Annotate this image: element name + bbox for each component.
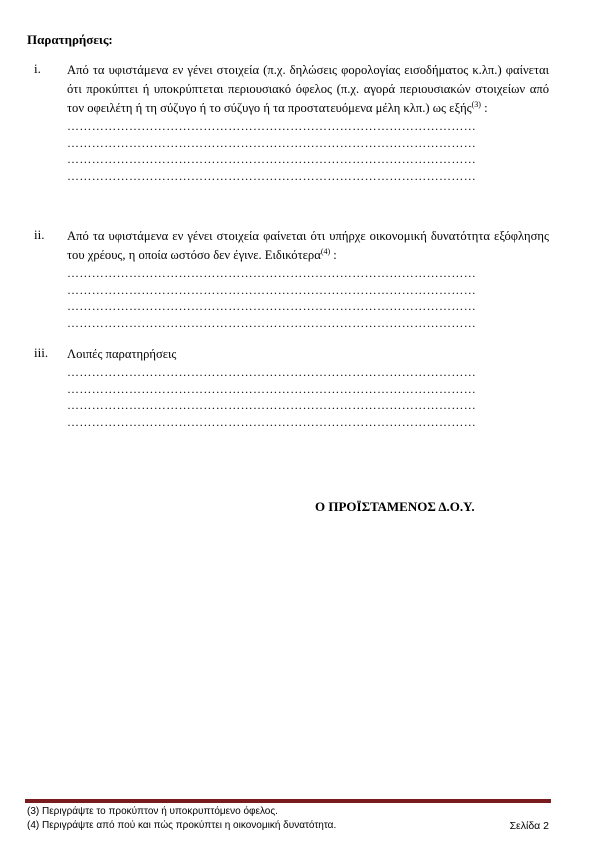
answer-line[interactable]: ……………………………………………………………………………………… (67, 119, 477, 133)
answer-line[interactable]: ……………………………………………………………………………………… (67, 152, 477, 166)
page-number: Σελίδα 2 (509, 820, 549, 832)
remark-item-1 (34, 61, 554, 184)
answer-line[interactable]: ……………………………………………………………………………………… (67, 381, 477, 396)
item-text-main: Λοιπές παρατηρήσεις (67, 347, 177, 361)
item-text-main: Από τα υφιστάμενα εν γένει στοιχεία (π.χ. δηλώσεις φορολογίας εισοδήματος κ.λπ.) φαίνεται ότι προκύπτει ή υποκρύπτεται περιουσιακό όφελος (π.χ. αγορά περιουσιακών στοιχείων από τον οφειλέτη ή τη σύζυγο ή το σύζυγο ή τα προστατευόμενα μέλη κλπ.) ως εξής (67, 63, 549, 115)
remark-item-2 (34, 227, 554, 331)
answer-line[interactable]: ……………………………………………………………………………………… (67, 414, 477, 429)
footnote-ref-3: (3) (471, 99, 481, 109)
item-text-tail: : (480, 101, 488, 115)
answer-line[interactable]: ……………………………………………………………………………………… (67, 299, 477, 313)
item-number: ii. (34, 227, 45, 242)
answer-lines (67, 265, 549, 331)
footer-divider (25, 799, 551, 803)
item-text-main: Από τα υφιστάμενα εν γένει στοιχεία φαίνεται ότι υπήρχε οικονομική δυνατότητα εξόφλησης του χρέους, η οποία ωστόσο δεν έγινε. Ειδικότερα (67, 229, 549, 262)
answer-line[interactable]: ……………………………………………………………………………………… (67, 135, 477, 150)
item-text-tail: : (330, 248, 337, 262)
answer-lines (67, 364, 549, 430)
answer-line[interactable]: ……………………………………………………………………………………… (67, 266, 477, 280)
signature-title: Ο ΠΡΟΪΣΤΑΜΕΝΟΣ Δ.Ο.Υ. (315, 499, 475, 514)
section-heading: Παρατηρήσεις: (27, 32, 113, 47)
answer-line[interactable]: ……………………………………………………………………………………… (67, 282, 477, 297)
answer-lines (67, 118, 549, 184)
item-text (67, 227, 549, 265)
remark-item-3 (34, 345, 554, 430)
answer-line[interactable]: ……………………………………………………………………………………… (67, 315, 477, 330)
item-text (67, 61, 549, 118)
item-number: i. (34, 61, 41, 76)
footnote-3: (3) Περιγράψτε το προκύπτον ή υποκρυπτόμενο όφελος. (27, 806, 278, 817)
item-text (67, 345, 549, 364)
answer-line[interactable]: ……………………………………………………………………………………… (67, 365, 477, 379)
answer-line[interactable]: ……………………………………………………………………………………… (67, 168, 477, 183)
answer-line[interactable]: ……………………………………………………………………………………… (67, 398, 477, 412)
footnote-ref-4: (4) (320, 246, 331, 256)
item-number: iii. (34, 345, 49, 360)
footnote-4: (4) Περιγράψτε από πού και πώς προκύπτει η οικονομική δυνατότητα. (27, 820, 337, 831)
